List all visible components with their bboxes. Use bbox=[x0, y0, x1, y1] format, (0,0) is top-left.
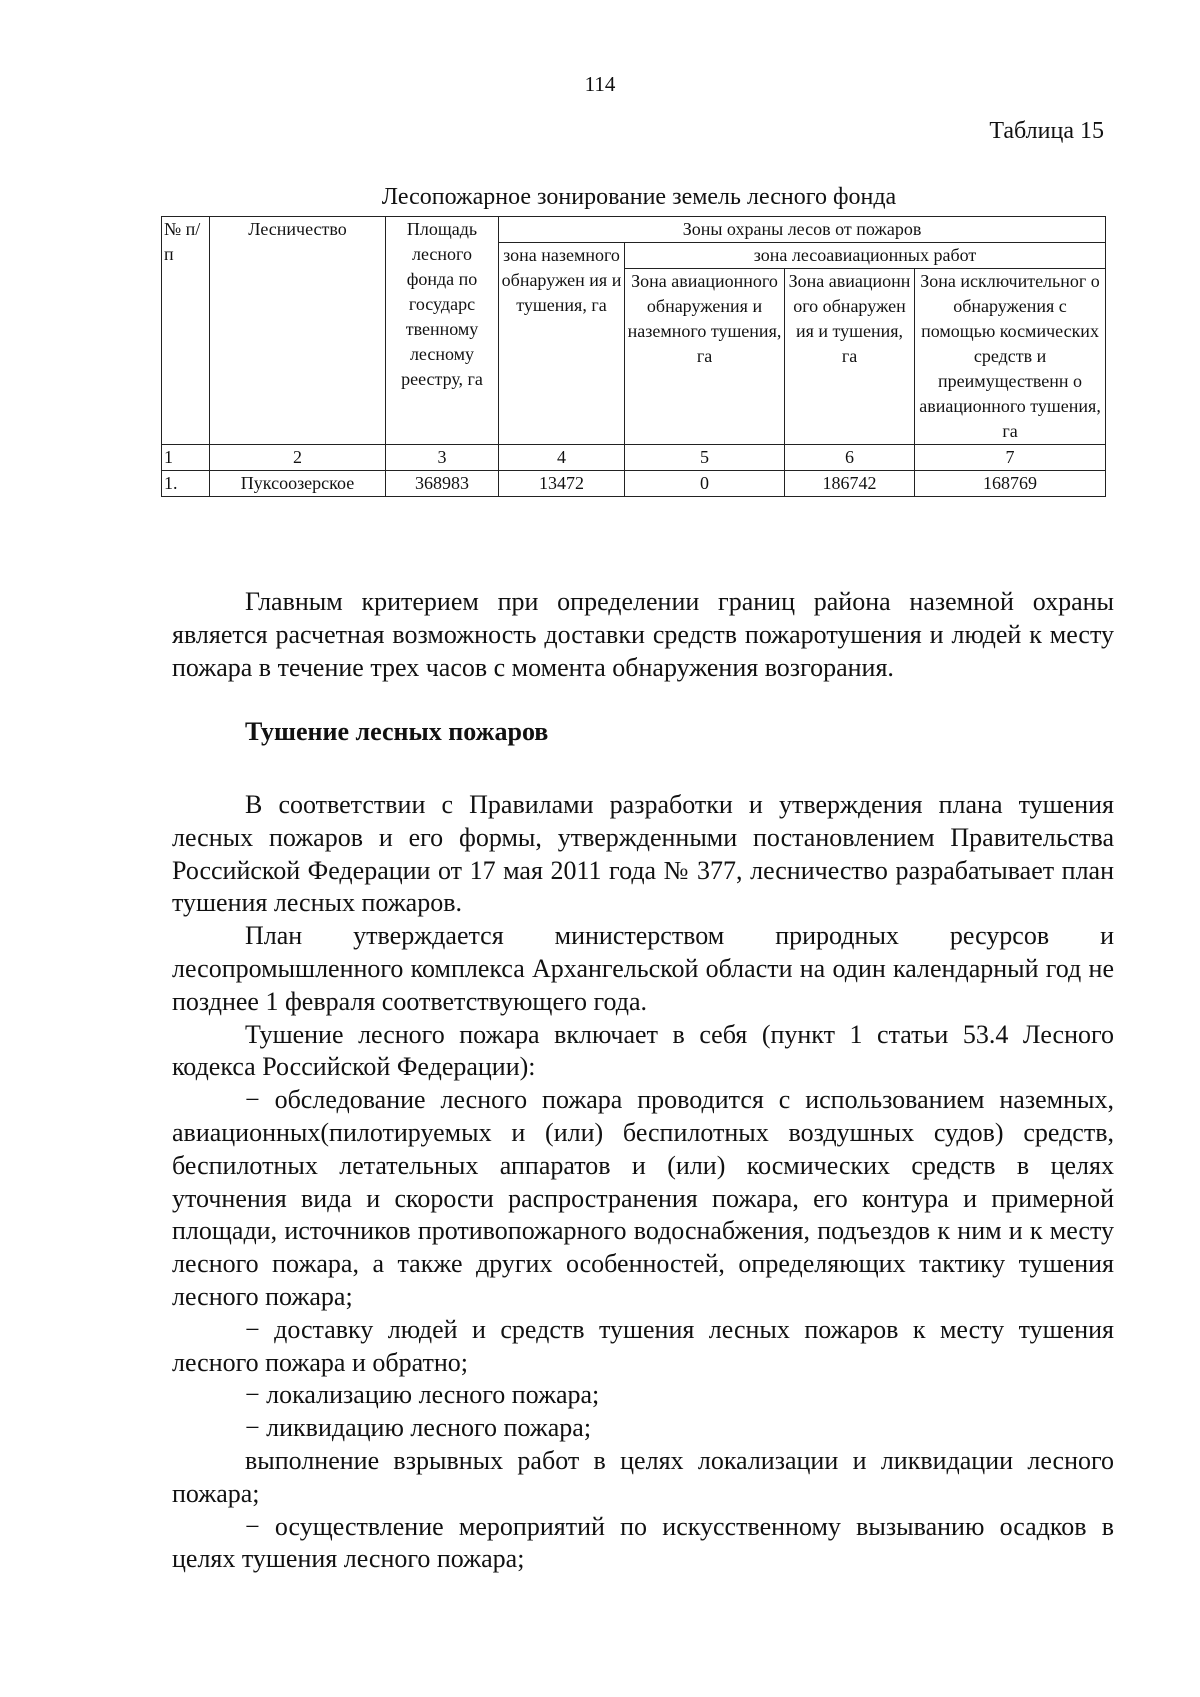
column-number: 7 bbox=[915, 445, 1106, 471]
section-heading: Тушение лесных пожаров bbox=[245, 717, 549, 746]
list-item: выполнение взрывных работ в целях локализации и ликвидации лесного пожара; bbox=[172, 1445, 1114, 1508]
column-number: 2 bbox=[210, 445, 386, 471]
list-item: − осуществление мероприятий по искусственному вызыванию осадков в целях тушения лесного пожара; bbox=[172, 1511, 1114, 1574]
intro-paragraph: Главным критерием при определении границ района наземной охраны является расчетная возможность доставки средств пожаротушения и людей к месту пожара в течение трех часов с момента обнаружения возгорания. bbox=[172, 587, 1114, 682]
table-row bbox=[162, 471, 1106, 497]
header-zones-group: Зоны охраны лесов от пожаров bbox=[499, 217, 1106, 243]
column-numbers-row bbox=[162, 445, 1106, 471]
paragraph: План утверждается министерством природных ресурсов и лесопромышленного комплекса Архангельской области на один календарный год не позднее 1 февраля соответствующего года. bbox=[172, 921, 1114, 1016]
header-aviation-zone: Зона авиационн ого обнаружен ия и тушения, га bbox=[785, 269, 915, 445]
header-aviation-ground: Зона авиационного обнаружения и наземного тушения, га bbox=[625, 269, 785, 445]
header-space-zone: Зона исключительног о обнаружения с помощью космических средств и преимущественн о авиационного тушения, га bbox=[915, 269, 1106, 445]
forest-fire-zoning-table bbox=[161, 216, 1106, 497]
table-caption: Лесопожарное зонирование земель лесного фонда bbox=[381, 184, 897, 210]
header-num: № п/ п bbox=[162, 217, 210, 445]
header-ground-zone: зона наземного обнаружен ия и тушения, га bbox=[499, 243, 625, 445]
column-number: 4 bbox=[499, 445, 625, 471]
column-number: 6 bbox=[785, 445, 915, 471]
table-label: Таблица 15 bbox=[989, 118, 1104, 144]
list-item: − обследование лесного пожара проводится с использованием наземных, авиационных(пилотируемых и (или) беспилотных воздушных судов) средств, беспилотных летательных аппаратов и (или) космических средств в целях уточнения вида и скорости распространения пожара, его контура и примерной площади, источников противопожарного водоснабжения, подъездов к ним и к месту лесного пожара, а также других особенностей, определяющих тактику тушения лесного пожара; bbox=[172, 1085, 1114, 1311]
heading-block bbox=[172, 716, 1114, 749]
paragraph: Тушение лесного пожара включает в себя (пункт 1 статьи 53.4 Лесного кодекса Российской Федерации): bbox=[172, 1019, 1114, 1082]
header-area: Площадь лесного фонда по государс твенному лесному реестру, га bbox=[386, 217, 499, 445]
cell-area: 368983 bbox=[386, 471, 499, 497]
paragraph: В соответствии с Правилами разработки и утверждения плана тушения лесных пожаров и его формы, утвержденными постановлением Правительства Российской Федерации от 17 мая 2011 года № 377, лесничество разрабатывает план тушения лесных пожаров. bbox=[172, 790, 1114, 918]
column-number: 3 bbox=[386, 445, 499, 471]
cell-aviation-ground: 0 bbox=[625, 471, 785, 497]
page-number: 114 bbox=[584, 72, 616, 96]
cell-aviation-zone: 186742 bbox=[785, 471, 915, 497]
intro-block bbox=[172, 586, 1114, 684]
list-item: − ликвидацию лесного пожара; bbox=[245, 1413, 592, 1443]
column-number: 5 bbox=[625, 445, 785, 471]
cell-num: 1. bbox=[162, 471, 210, 497]
cell-space-zone: 168769 bbox=[915, 471, 1106, 497]
header-forestry: Лесничество bbox=[210, 217, 386, 445]
cell-forestry: Пуксоозерское bbox=[210, 471, 386, 497]
list-item: − локализацию лесного пожара; bbox=[245, 1380, 600, 1410]
header-aviation-group: зона лесоавиационных работ bbox=[625, 243, 1106, 269]
list-item: − доставку людей и средств тушения лесных пожаров к месту тушения лесного пожара и обратно; bbox=[172, 1314, 1114, 1377]
column-number: 1 bbox=[162, 445, 210, 471]
main-text bbox=[172, 789, 1114, 1576]
cell-ground-zone: 13472 bbox=[499, 471, 625, 497]
